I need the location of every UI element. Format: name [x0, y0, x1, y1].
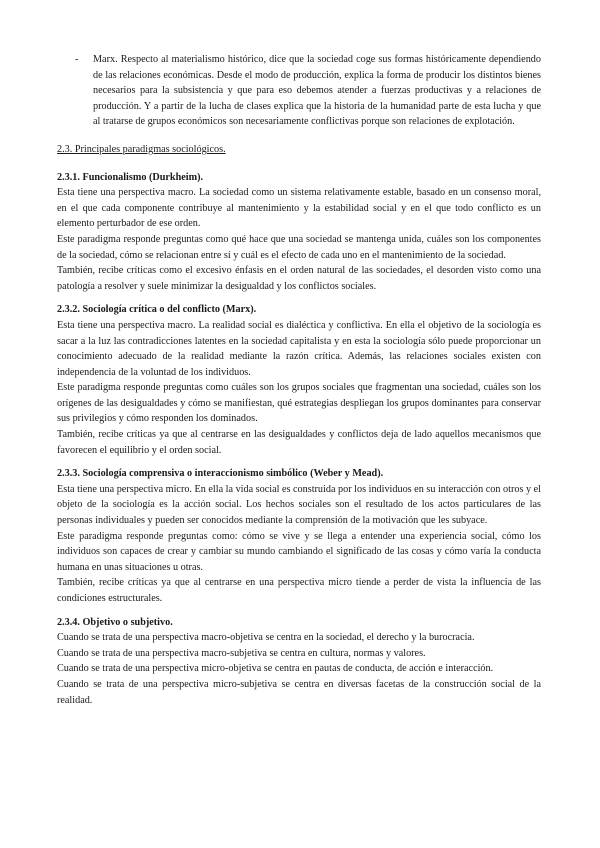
paragraph: También, recibe críticas ya que al centrarse en las desigualdades y conflictos deja de lado aquellos mecanismos que favorecen el equilibrio y el orden social. [57, 429, 541, 456]
section-funcionalismo [57, 170, 541, 295]
bullet-marker: - [75, 54, 79, 65]
subsection-heading: 2.3.2. Sociología crítica o del conflicto (Marx). [57, 304, 257, 316]
paragraph: Este paradigma responde preguntas como: cómo se vive y se llega a entender una experiencia social, cómo los individuos son capaces de crear y cambiar su mundo cambiando el significado de las cosas y cómo varía la conducta humana en unas situaciones u otras. [57, 530, 541, 573]
subsection-heading: 2.3.3. Sociología comprensiva o interaccionismo simbólico (Weber y Mead). [57, 468, 384, 480]
paragraph: Esta tiene una perspectiva micro. En ella la vida social es construida por los individuos en su interacción con otros y el objeto de la sociología es la acción social. Los hechos sociales son el resultado de los actos particulares de las personas individuales y pueden ser conocidos mediante la comprensión de la motivación que les subyace. [57, 483, 541, 527]
paragraph: También, recibe críticas como el excesivo énfasis en el orden natural de las sociedades, el desorden visto como una patología a resolver y suele minimizar la desigualdad y los conflictos sociales. [57, 265, 541, 292]
paragraph: Cuando se trata de una perspectiva micro-subjetiva se centra en diversas facetas de la construcción social de la realidad. [57, 678, 541, 706]
section-title: 2.3. Principales paradigmas sociológicos. [57, 143, 226, 155]
section-objetivo-subjetivo [57, 615, 541, 709]
paragraph: Este paradigma responde preguntas como qué hace que una sociedad se mantenga unida, cuáles son los componentes de la sociedad, cómo se relacionan entre sí y cuál es el efecto de cada uno en el mantenimiento de la sociedad. [57, 233, 541, 261]
paragraph: Cuando se trata de una perspectiva macro-objetiva se centra en la sociedad, el derecho y la burocracia. [57, 632, 475, 644]
document-body [57, 52, 541, 716]
section-sociologia-critica [57, 302, 541, 458]
section-sociologia-comprensiva [57, 466, 541, 606]
paragraph: Esta tiene una perspectiva macro. La realidad social es dialéctica y conflictiva. En ella el objetivo de la sociología es sacar a la luz las contradicciones latentes en la sociedad capitalista y en esta la sociología sólo puede proporcionar un conocimiento adecuado de la realidad mediante la razón crítica. Además, las relaciones sociales existen con independencia de la voluntad de los individuos. [57, 319, 541, 378]
subsection-heading: 2.3.1. Funcionalismo (Durkheim). [57, 171, 204, 183]
paragraph: Cuando se trata de una perspectiva macro-subjetiva se centra en cultura, normas y valores. [57, 647, 426, 659]
paragraph: También, recibe críticas ya que al centrarse en una perspectiva micro tiende a perder de vista la influencia de las condiciones estructurales. [57, 577, 541, 604]
paragraph: Cuando se trata de una perspectiva micro-objetiva se centra en pautas de conducta, de acción e interacción. [57, 663, 494, 675]
paragraph: Este paradigma responde preguntas como cuáles son los grupos sociales que fragmentan una sociedad, cuáles son los orígenes de las desigualdades y cómo se manifiestan, qué estrategias despliegan los grupos dominantes para conservar sus privilegios y cómo responden los dominados. [57, 382, 541, 425]
list-item [57, 52, 541, 130]
paragraph: Esta tiene una perspectiva macro. La sociedad como un sistema relativamente estable, basado en un consenso moral, en el que cada componente contribuye al mantenimiento y la estabilidad social y en el que todo conflicto es un elemento perturbador de ese orden. [57, 187, 541, 230]
bullet-text: Marx. Respecto al materialismo histórico, dice que la sociedad coge sus formas históricamente dependiendo de las relaciones económicas. Desde el modo de producción, explica la forma de producir los distintos bienes necesarios para la subsistencia y que para eso debemos atender a fuerzas productivas y a relaciones de producción. Y a partir de la lucha de clases explica que la historia de la humanidad parte de esta lucha y que al tratarse de grupos económicos son necesariamente conflictivas porque son relaciones de explotación. [93, 54, 541, 128]
subsection-heading: 2.3.4. Objetivo o subjetivo. [57, 616, 173, 628]
